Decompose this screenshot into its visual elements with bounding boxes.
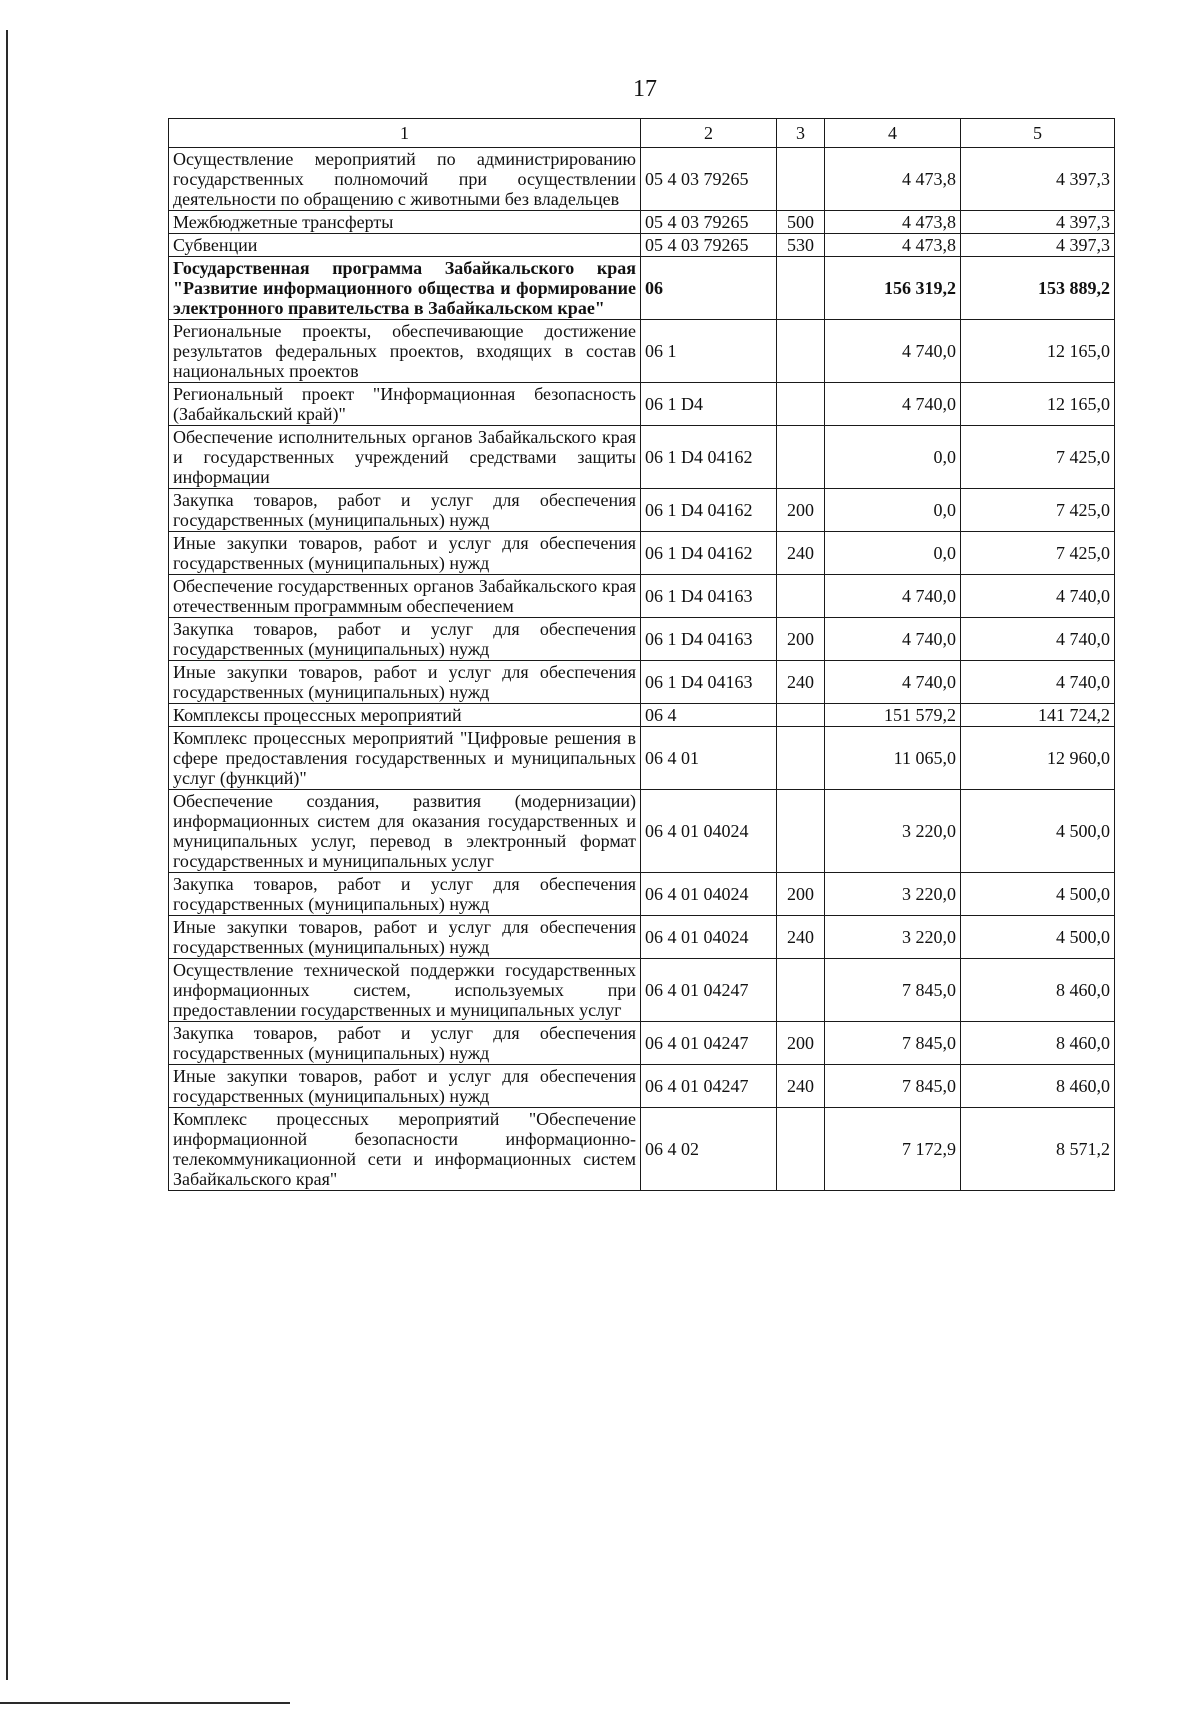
row-value-2-cell: 4 500,0 [961,873,1115,916]
row-name-cell: Иные закупки товаров, работ и услуг для обеспечения государственных (муниципальных) нужд [169,916,641,959]
row-type-cell [777,383,825,426]
row-name-cell: Комплекс процессных мероприятий "Обеспечение информационной безопасности информационно-телекоммуникационной сети и информационных систем Забайкальского края" [169,1108,641,1191]
row-type-cell [777,727,825,790]
table-row [169,618,1115,661]
row-name-cell: Обеспечение исполнительных органов Забайкальского края и государственных учреждений средствами защиты информации [169,426,641,489]
row-value-2-cell: 4 500,0 [961,916,1115,959]
row-name-cell: Иные закупки товаров, работ и услуг для обеспечения государственных (муниципальных) нужд [169,1065,641,1108]
row-value-1-cell: 4 473,8 [825,211,961,234]
header-col-5: 5 [961,119,1115,148]
row-type-cell: 500 [777,211,825,234]
row-code-cell: 06 4 01 04024 [641,873,777,916]
row-name-cell: Закупка товаров, работ и услуг для обеспечения государственных (муниципальных) нужд [169,489,641,532]
row-name-cell: Межбюджетные трансферты [169,211,641,234]
table-header-row [169,119,1115,148]
row-value-2-cell: 4 740,0 [961,618,1115,661]
table-row [169,916,1115,959]
row-value-1-cell: 156 319,2 [825,257,961,320]
row-code-cell: 06 4 01 04247 [641,1065,777,1108]
table-row [169,532,1115,575]
row-code-cell: 05 4 03 79265 [641,211,777,234]
row-code-cell: 06 4 01 04024 [641,916,777,959]
table-row [169,704,1115,727]
table-row [169,873,1115,916]
table-row [169,661,1115,704]
row-value-2-cell: 12 165,0 [961,320,1115,383]
row-type-cell: 200 [777,618,825,661]
row-value-2-cell: 4 500,0 [961,790,1115,873]
row-type-cell: 240 [777,916,825,959]
row-name-cell: Региональные проекты, обеспечивающие достижение результатов федеральных проектов, входящих в состав национальных проектов [169,320,641,383]
row-name-cell: Иные закупки товаров, работ и услуг для обеспечения государственных (муниципальных) нужд [169,661,641,704]
row-value-2-cell: 4 397,3 [961,234,1115,257]
row-name-cell: Комплекс процессных мероприятий "Цифровые решения в сфере предоставления государственных и муниципальных услуг (функций)" [169,727,641,790]
row-value-2-cell: 12 165,0 [961,383,1115,426]
row-code-cell: 05 4 03 79265 [641,148,777,211]
row-type-cell [777,1108,825,1191]
table-row [169,1022,1115,1065]
budget-table [168,118,1115,1191]
row-value-2-cell: 8 571,2 [961,1108,1115,1191]
row-name-cell: Обеспечение создания, развития (модернизации) информационных систем для оказания государственных и муниципальных услуг, перевод в электронный формат государственных и муниципальных услуг [169,790,641,873]
row-value-2-cell: 8 460,0 [961,1065,1115,1108]
table-row [169,426,1115,489]
row-name-cell: Закупка товаров, работ и услуг для обеспечения государственных (муниципальных) нужд [169,873,641,916]
row-type-cell: 200 [777,489,825,532]
row-type-cell [777,426,825,489]
row-value-1-cell: 4 740,0 [825,575,961,618]
row-value-1-cell: 3 220,0 [825,916,961,959]
table-row [169,959,1115,1022]
row-name-cell: Субвенции [169,234,641,257]
row-code-cell: 06 1 D4 04163 [641,575,777,618]
page-number: 17 [633,76,657,102]
row-code-cell: 06 [641,257,777,320]
row-value-2-cell: 7 425,0 [961,532,1115,575]
table-row [169,790,1115,873]
row-value-2-cell: 4 740,0 [961,661,1115,704]
row-name-cell: Обеспечение государственных органов Забайкальского края отечественным программным обеспечением [169,575,641,618]
table-row [169,257,1115,320]
table-row [169,320,1115,383]
table-row [169,148,1115,211]
row-value-2-cell: 153 889,2 [961,257,1115,320]
row-value-2-cell: 7 425,0 [961,426,1115,489]
table-row [169,489,1115,532]
row-name-cell: Региональный проект "Информационная безопасность (Забайкальский край)" [169,383,641,426]
row-code-cell: 06 1 D4 04162 [641,489,777,532]
row-code-cell: 06 1 D4 [641,383,777,426]
row-code-cell: 06 4 02 [641,1108,777,1191]
row-code-cell: 06 1 D4 04162 [641,426,777,489]
row-name-cell: Закупка товаров, работ и услуг для обеспечения государственных (муниципальных) нужд [169,1022,641,1065]
row-value-2-cell: 8 460,0 [961,1022,1115,1065]
row-value-1-cell: 0,0 [825,426,961,489]
row-type-cell [777,790,825,873]
row-value-1-cell: 7 845,0 [825,1065,961,1108]
row-code-cell: 06 4 01 04024 [641,790,777,873]
header-col-2: 2 [641,119,777,148]
row-code-cell: 06 4 01 04247 [641,959,777,1022]
row-value-1-cell: 151 579,2 [825,704,961,727]
header-col-3: 3 [777,119,825,148]
row-name-cell: Осуществление технической поддержки государственных информационных систем, используемых при предоставлении государственных и муниципальных услуг [169,959,641,1022]
row-value-1-cell: 4 740,0 [825,383,961,426]
row-value-1-cell: 3 220,0 [825,873,961,916]
row-value-1-cell: 7 845,0 [825,959,961,1022]
row-code-cell: 05 4 03 79265 [641,234,777,257]
row-name-cell: Иные закупки товаров, работ и услуг для обеспечения государственных (муниципальных) нужд [169,532,641,575]
row-code-cell: 06 1 D4 04163 [641,618,777,661]
row-code-cell: 06 1 D4 04163 [641,661,777,704]
row-value-1-cell: 4 473,8 [825,148,961,211]
row-value-2-cell: 12 960,0 [961,727,1115,790]
row-code-cell: 06 4 01 [641,727,777,790]
row-type-cell: 200 [777,873,825,916]
row-value-2-cell: 7 425,0 [961,489,1115,532]
row-code-cell: 06 1 [641,320,777,383]
table-body [169,148,1115,1191]
table-row [169,575,1115,618]
row-value-1-cell: 4 740,0 [825,618,961,661]
row-type-cell [777,148,825,211]
row-value-1-cell: 0,0 [825,532,961,575]
row-value-1-cell: 7 172,9 [825,1108,961,1191]
row-value-1-cell: 0,0 [825,489,961,532]
table-row [169,234,1115,257]
row-value-1-cell: 4 473,8 [825,234,961,257]
row-value-1-cell: 4 740,0 [825,661,961,704]
row-type-cell [777,575,825,618]
row-name-cell: Государственная программа Забайкальского края "Развитие информационного общества и формирование электронного правительства в Забайкальском крае" [169,257,641,320]
scan-bottom-line [0,1702,290,1704]
row-value-1-cell: 3 220,0 [825,790,961,873]
row-type-cell: 530 [777,234,825,257]
row-type-cell: 240 [777,532,825,575]
row-value-2-cell: 141 724,2 [961,704,1115,727]
table-row [169,1108,1115,1191]
row-type-cell [777,959,825,1022]
row-value-1-cell: 7 845,0 [825,1022,961,1065]
row-value-2-cell: 4 397,3 [961,148,1115,211]
row-type-cell [777,320,825,383]
table-row [169,1065,1115,1108]
row-type-cell: 240 [777,1065,825,1108]
row-type-cell [777,257,825,320]
row-value-2-cell: 4 740,0 [961,575,1115,618]
scan-edge-line [6,30,8,1680]
row-value-2-cell: 8 460,0 [961,959,1115,1022]
row-value-1-cell: 11 065,0 [825,727,961,790]
row-type-cell: 200 [777,1022,825,1065]
header-col-1: 1 [169,119,641,148]
row-code-cell: 06 4 01 04247 [641,1022,777,1065]
row-name-cell: Осуществление мероприятий по администрированию государственных полномочий при осуществлении деятельности по обращению с животными без владельцев [169,148,641,211]
row-code-cell: 06 4 [641,704,777,727]
table-row [169,383,1115,426]
row-value-2-cell: 4 397,3 [961,211,1115,234]
row-value-1-cell: 4 740,0 [825,320,961,383]
row-type-cell: 240 [777,661,825,704]
header-col-4: 4 [825,119,961,148]
row-name-cell: Комплексы процессных мероприятий [169,704,641,727]
table-row [169,727,1115,790]
table-row [169,211,1115,234]
row-name-cell: Закупка товаров, работ и услуг для обеспечения государственных (муниципальных) нужд [169,618,641,661]
row-type-cell [777,704,825,727]
row-code-cell: 06 1 D4 04162 [641,532,777,575]
